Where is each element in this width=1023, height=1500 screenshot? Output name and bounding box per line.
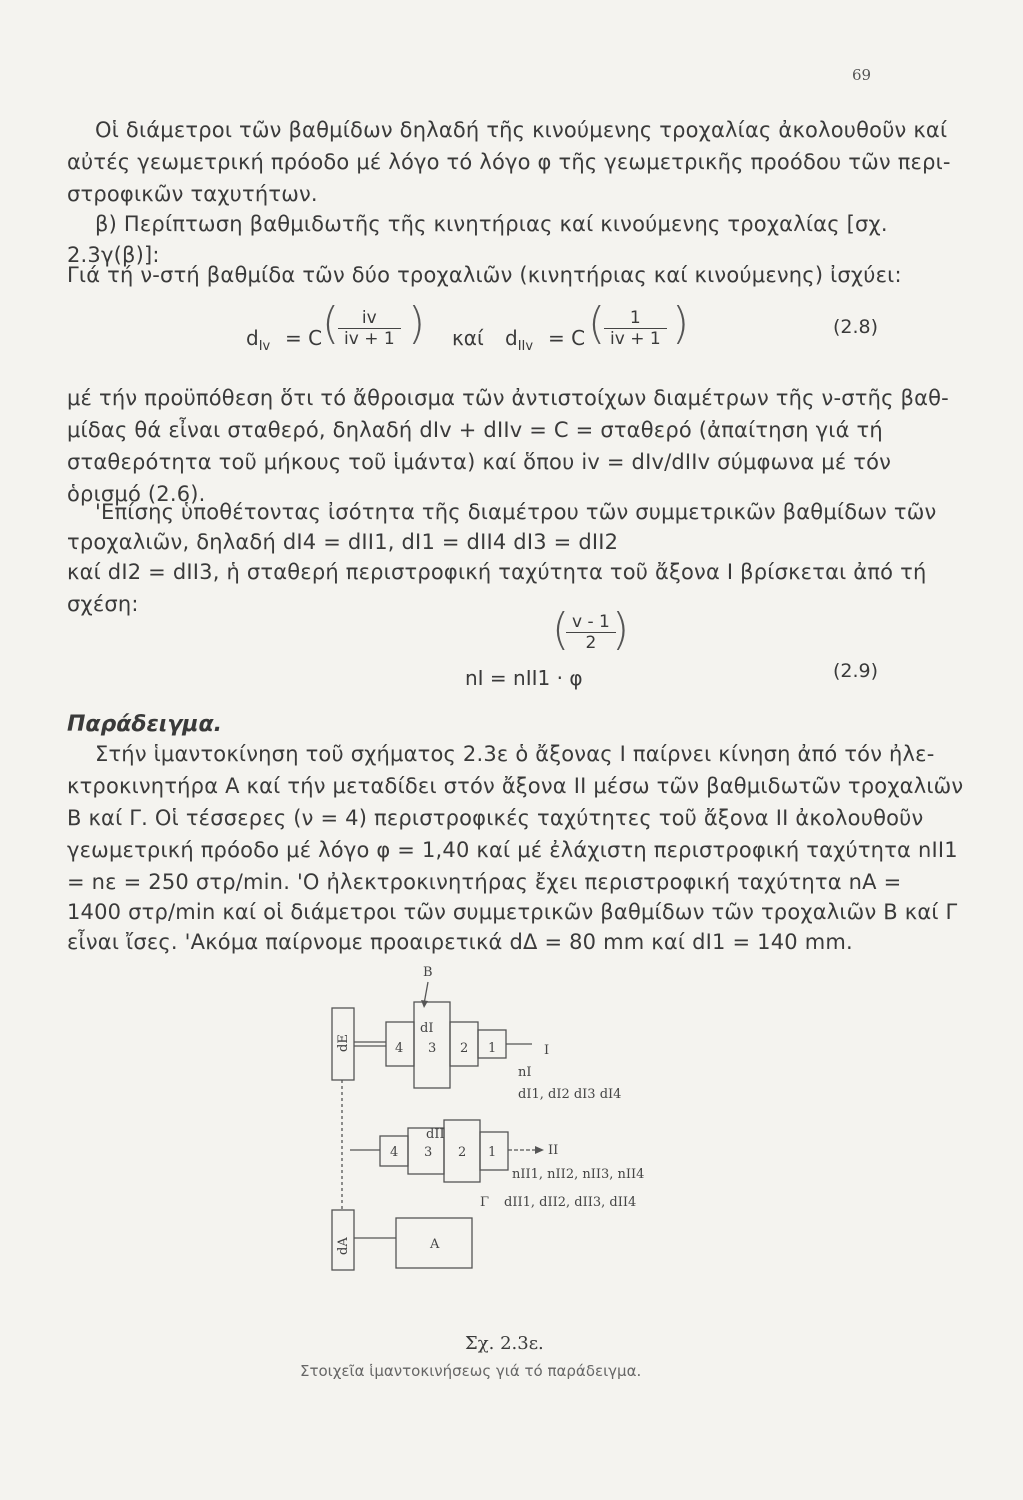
label-dA: dA xyxy=(336,1237,351,1255)
text-line-formula-intro: Γιά τή ν-στή βαθμίδα τῶν δύο τροχαλιῶν (κινητήριας καί κινούμενης) ἰσχύει: xyxy=(67,263,902,287)
text-line: μίδας θά εἶναι σταθερό, δηλαδή dIv + dIIv = C = σταθερό (ἀπαίτηση γιά τή xyxy=(67,418,883,442)
exponent-fraction: $\frac{v - 1}{2}$ xyxy=(566,612,616,653)
arrow-II-icon xyxy=(535,1146,544,1154)
page-number: 69 xyxy=(852,66,872,84)
fraction-2: $\frac{1}{iv + 1}$ xyxy=(604,308,667,349)
nII-list: nII1, nII2, nII3, nII4 xyxy=(512,1167,645,1182)
label-B: B xyxy=(423,965,433,980)
text-line: τροχαλιῶν, δηλαδή dI4 = dII1, dI1 = dII4 dI3 = dII2 xyxy=(67,530,619,554)
right-paren: ) xyxy=(612,604,630,655)
text-line-symmetric: 'Επίσης ὑποθέτοντας ἰσότητα τῆς διαμέτρου τῶν συμμετρικῶν βαθμίδων τῶν xyxy=(95,500,937,524)
dII-list: dII1, dII2, dII3, dII4 xyxy=(504,1195,637,1210)
label-nI: nI xyxy=(518,1065,532,1080)
step-label: 2 xyxy=(460,1041,469,1056)
left-paren: ( xyxy=(588,298,606,349)
eq-and: καί xyxy=(452,326,484,350)
text-line: καί dI2 = dII3, ἡ σταθερή περιστροφική ταχύτητα τοῦ ἄξονα I βρίσκεται ἀπό τή xyxy=(67,560,927,584)
figure-caption-title: Σχ. 2.3ε. xyxy=(465,1333,544,1354)
label-I: I xyxy=(544,1043,550,1058)
text-line: γεωμετρική πρόοδο μέ λόγο φ = 1,40 καί μέ ἐλάχιστη περιστροφική ταχύτητα nII1 xyxy=(67,838,958,862)
text-line: ὁρισμό (2.6). xyxy=(67,482,206,506)
step-label: 2 xyxy=(458,1145,467,1160)
text-line: 2.3γ(β)]: xyxy=(67,243,160,267)
equation-number: (2.9) xyxy=(833,660,879,682)
dI-list: dI1, dI2 dI3 dI4 xyxy=(518,1087,622,1102)
left-paren: ( xyxy=(322,298,340,349)
figure-caption-subtitle: Στοιχεῖα ἱμαντοκινήσεως γιά τό παράδειγμα. xyxy=(300,1362,642,1380)
eq-lhs2: $d_{IIv}$ xyxy=(505,326,534,354)
text-line: β) Περίπτωση βαθμιδωτῆς τῆς κινητήριας καί κινούμενης τροχαλίας [σχ. xyxy=(95,212,888,236)
right-paren: ) xyxy=(672,298,690,349)
step-label: 4 xyxy=(390,1145,399,1160)
eq-lhs1: $d_{Iv}$ xyxy=(246,326,271,354)
text-line: 1400 στρ/min καί οἱ διάμετροι τῶν συμμετρικῶν βαθμίδων τῶν τροχαλιῶν Β καί Γ xyxy=(67,900,958,924)
text-line: σταθερότητα τοῦ μήκους τοῦ ἱμάντα) καί ὅπου iv = dIv/dIIv σύμφωνα μέ τόν xyxy=(67,450,892,474)
text-line: σχέση: xyxy=(67,592,139,616)
belt-drive-diagram xyxy=(320,960,660,1290)
text-line: Οἱ διάμετροι τῶν βαθμίδων δηλαδή τῆς κινούμενης τροχαλίας ἀκολουθοῦν καί xyxy=(95,118,948,142)
example-heading: Παράδειγμα. xyxy=(67,712,222,737)
eq-body: nI = nII1 · φ xyxy=(465,666,583,690)
step-label: 1 xyxy=(488,1145,497,1160)
text-line: κτροκινητήρα Α καί τήν μεταδίδει στόν ἄξονα II μέσω τῶν βαθμιδωτῶν τροχαλιῶν xyxy=(67,774,964,798)
text-line: εἶναι ἴσες. 'Ακόμα παίρνομε προαιρετικά dΔ = 80 mm καί dI1 = 140 mm. xyxy=(67,930,853,954)
left-paren: ( xyxy=(552,604,570,655)
right-paren: ) xyxy=(408,298,426,349)
text-line: αὐτές γεωμετρική πρόοδο μέ λόγο τό λόγο φ τῆς γεωμετρικῆς προόδου τῶν περι- xyxy=(67,150,951,174)
text-line: Στήν ἱμαντοκίνηση τοῦ σχήματος 2.3ε ὁ ἄξονας I παίρνει κίνηση ἀπό τόν ἠλε- xyxy=(95,742,935,766)
step-label: 1 xyxy=(488,1041,497,1056)
text-line: μέ τήν προϋπόθεση ὅτι τό ἄθροισμα τῶν ἀντιστοίχων διαμέτρων τῆς ν-στῆς βαθ- xyxy=(67,386,949,410)
eq-equals1: = C xyxy=(285,326,323,350)
eq-equals2: = C xyxy=(548,326,586,350)
step-label: 3 xyxy=(424,1145,433,1160)
label-dII: dII xyxy=(426,1127,445,1142)
step-label: 4 xyxy=(395,1041,404,1056)
text-line: = nε = 250 στρ/min. 'Ο ἠλεκτροκινητήρας ἔχει περιστροφική ταχύτητα nA = xyxy=(67,870,902,894)
fraction-1: $\frac{iv}{iv + 1}$ xyxy=(338,308,401,349)
label-A: A xyxy=(430,1237,440,1252)
label-dE: dE xyxy=(336,1034,351,1052)
label-dI: dI xyxy=(420,1021,434,1036)
equation-number: (2.8) xyxy=(833,316,879,338)
text-line: Β καί Γ. Οἱ τέσσερες (ν = 4) περιστροφικές ταχύτητες τοῦ ἄξονα II ἀκολουθοῦν xyxy=(67,806,924,830)
text-line: στροφικῶν ταχυτήτων. xyxy=(67,182,318,206)
label-II: II xyxy=(548,1143,559,1158)
arrow-B-icon xyxy=(421,1000,428,1008)
step-label: 3 xyxy=(428,1041,437,1056)
label-G: Γ xyxy=(480,1195,490,1210)
